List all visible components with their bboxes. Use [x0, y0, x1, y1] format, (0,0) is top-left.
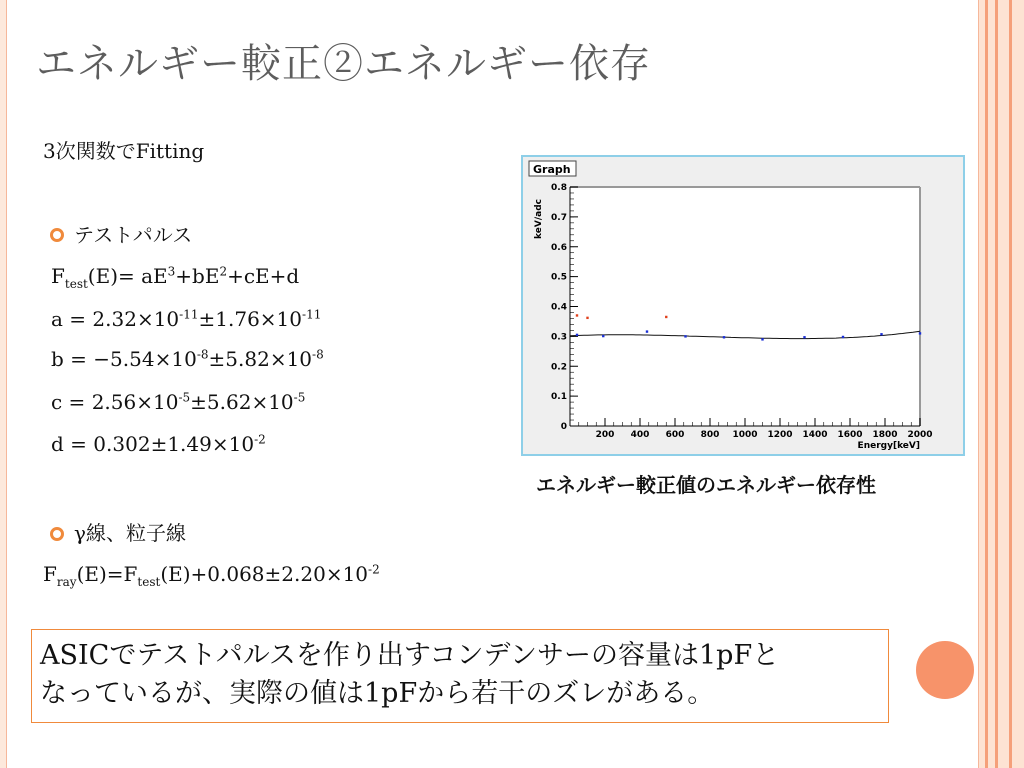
- data-point: [880, 333, 882, 335]
- y-tick-label: 0.2: [551, 362, 567, 373]
- data-point: [684, 335, 686, 337]
- x-tick-label: 1200: [767, 430, 793, 440]
- data-point: [665, 316, 667, 318]
- y-tick-label: 0: [560, 422, 567, 432]
- chart-svg: [523, 157, 963, 454]
- data-point: [761, 338, 763, 340]
- note-line-1: ASICでテストパルスを作り出すコンデンサーの容量は1pFと: [40, 640, 780, 671]
- chart-title: Graph: [533, 163, 571, 176]
- x-tick-label: 1600: [837, 430, 863, 440]
- x-tick-label: 400: [630, 430, 650, 440]
- data-point: [723, 336, 725, 338]
- x-axis-label: Energy[keV]: [857, 441, 920, 451]
- y-tick-label: 0.7: [551, 212, 567, 223]
- fit-note: 3次関数でFitting: [43, 139, 205, 163]
- decorative-circle: [916, 641, 974, 699]
- data-point: [576, 334, 578, 336]
- right-stripe-decoration: [979, 0, 1024, 768]
- data-point: [576, 314, 578, 316]
- y-tick-label: 0.4: [551, 302, 567, 313]
- data-point: [803, 336, 805, 338]
- param-c: $c = 2.56\times 10^{-5}\pm 5.62\times 10^{-5}$: [51, 390, 306, 414]
- y-axis-label: keV/adc: [534, 199, 544, 239]
- y-tick-label: 0.6: [551, 242, 567, 253]
- param-a: $a = 2.32\times 10^{-11}\pm 1.76\times 10^{-11}$: [51, 307, 322, 331]
- y-tick-label: 0.5: [551, 272, 567, 283]
- x-tick-label: 1400: [802, 430, 828, 440]
- x-tick-label: 1800: [872, 430, 898, 440]
- data-point: [646, 330, 648, 332]
- note-box: [31, 629, 889, 723]
- y-tick-label: 0.3: [551, 332, 567, 343]
- data-point: [919, 332, 921, 334]
- param-d: $d = 0.302\pm 1.49\times 10^{-2}$: [51, 432, 266, 456]
- param-b: $b = -5.54\times 10^{-8}\pm 5.82\times 10^{-8}$: [51, 347, 324, 371]
- x-tick-label: 800: [700, 430, 720, 440]
- bullet-icon: [50, 527, 64, 541]
- plot-area: [570, 187, 920, 426]
- data-point: [842, 336, 844, 338]
- x-tick-label: 1000: [732, 430, 758, 440]
- formula-fray: $F_{ray}(E)=F_{test}(E)+0.068\pm 2.20\times 10^{-2}$: [43, 562, 380, 589]
- y-tick-label: 0.1: [551, 392, 567, 403]
- section-ray-heading: γ線、粒子線: [74, 521, 186, 545]
- data-point: [602, 335, 604, 337]
- x-tick-label: 2000: [907, 430, 933, 440]
- y-tick-label: 0.8: [551, 183, 567, 193]
- formula-ftest: $F_{test}(E)= aE^3+bE^2+cE+d$: [51, 264, 300, 291]
- slide-title: エネルギー較正②エネルギー依存: [36, 41, 651, 87]
- chart-caption: エネルギー較正値のエネルギー依存性: [536, 473, 876, 497]
- data-point: [586, 317, 588, 319]
- energy-calibration-chart: [521, 155, 965, 456]
- x-tick-label: 200: [595, 430, 615, 440]
- section-testpulse-heading: テストパルス: [74, 223, 193, 247]
- x-tick-label: 600: [665, 430, 685, 440]
- note-line-2: なっているが、実際の値は1pFから若干のズレがある。: [40, 678, 715, 709]
- bullet-icon: [50, 228, 64, 242]
